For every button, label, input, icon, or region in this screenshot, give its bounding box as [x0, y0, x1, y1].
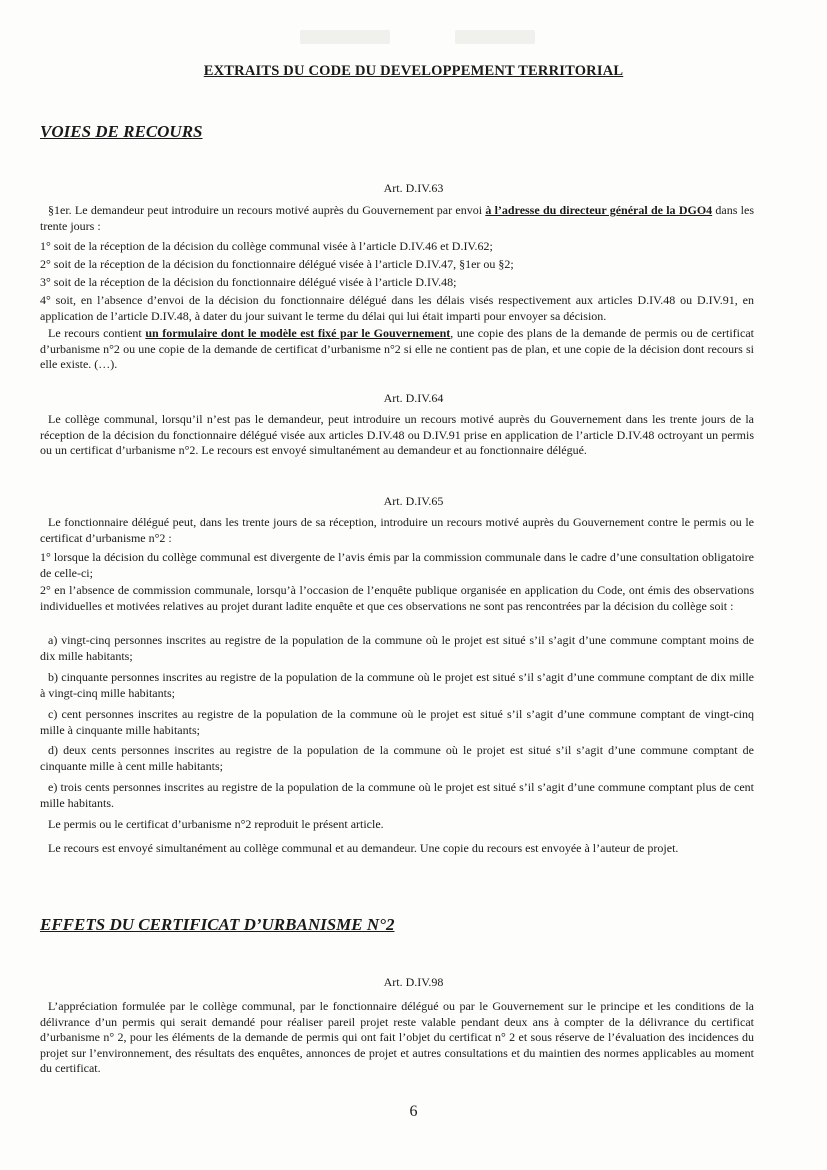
article-paragraph: L’appréciation formulée par le collège communal, par le fonctionnaire délégué ou par le Gouvernement sur le principe et les conditions de la délivrance d’un permis qui serait demandé pour réaliser pareil projet reste valable pendant deux ans à compter de la délivrance du certificat d’urbanisme n° 2, pour les éléments de la demande de permis qui ont fait l’objet du certificat n° 2 et sous réserve de l’évaluation des incidences du projet sur l’environnement, des résultats des enquêtes, annonces de projet et autres consultations et du maintien des normes applicables au moment du certificat. — [40, 999, 754, 1075]
list-item: c) cent personnes inscrites au registre de la population de la commune où le projet est situé s’il s’agit d’une commune comptant de vingt-cinq mille à cinquante mille habitants; — [40, 707, 754, 737]
list-item: 3° soit de la réception de la décision du fonctionnaire délégué visée à l’article D.IV.48; — [40, 275, 457, 289]
list-item: d) deux cents personnes inscrites au registre de la population de la commune où le projet est situé s’il s’agit d’une commune comptant de cinquante mille à cent mille habitants; — [40, 743, 754, 773]
emphasized-text: à l’adresse du directeur général de la DGO4 — [485, 203, 713, 217]
section-heading-voies-de-recours: VOIES DE RECOURS — [40, 122, 203, 141]
paragraph-text: dans les trente jours : — [40, 203, 755, 233]
scan-artifact — [300, 30, 390, 44]
article-paragraph: Le fonctionnaire délégué peut, dans les trente jours de sa réception, introduire un recours motivé auprès du Gouvernement contre le permis ou le certificat d’urbanisme n°2 : — [40, 515, 754, 545]
list-item: b) cinquante personnes inscrites au registre de la population de la commune où le projet est situé s’il s’agit d’une commune comptant de dix mille à vingt-cinq mille habitants; — [40, 670, 754, 700]
list-item: a) vingt-cinq personnes inscrites au registre de la population de la commune où le projet est situé s’il s’agit d’une commune comptant moins de dix mille habitants; — [40, 633, 754, 663]
article-paragraph: Le permis ou le certificat d’urbanisme n°2 reproduit le présent article. — [48, 817, 384, 831]
paragraph-text: §1er. Le demandeur peut introduire un recours motivé auprès du Gouvernement par envoi — [48, 203, 486, 217]
article-label: Art. D.IV.65 — [383, 494, 444, 508]
list-item: 2° soit de la réception de la décision du fonctionnaire délégué visée à l’article D.IV.47, §1er ou §2; — [40, 257, 514, 271]
page-number: 6 — [409, 1103, 418, 1120]
section-heading-effets: EFFETS DU CERTIFICAT D’URBANISME N°2 — [40, 915, 395, 934]
article-paragraph: Le recours est envoyé simultanément au collège communal et au demandeur. Une copie du recours est envoyée à l’auteur de projet. — [48, 841, 679, 855]
article-paragraph — [40, 326, 754, 373]
scan-artifact — [455, 30, 535, 44]
list-item: 1° lorsque la décision du collège communal est divergente de l’avis émis par la commission communale dans le cadre d’une consultation obligatoire de celle-ci; — [40, 550, 754, 580]
paragraph-text: , une copie des plans de la demande de permis ou de certificat d’urbanisme n°2 ou une copie de la demande de certificat d’urbanisme n°2 si elle ne contient pas de plan, et une copie de la décision dont recours si elle existe. (…). — [40, 326, 754, 371]
document-title: EXTRAITS DU CODE DU DEVELOPPEMENT TERRITORIAL — [203, 63, 624, 79]
article-paragraph: Le collège communal, lorsqu’il n’est pas le demandeur, peut introduire un recours motivé auprès du Gouvernement dans les trente jours de la réception de la décision du fonctionnaire délégué visée aux articles D.IV.48 ou D.IV.91 prise en application de l’article D.IV.48 octroyant un permis ou un certificat d’urbanisme n°2. Le recours est envoyé simultanément au demandeur et au fonctionnaire délégué. — [40, 412, 754, 457]
article-paragraph — [40, 203, 754, 234]
paragraph-text: Le recours contient — [48, 326, 146, 340]
article-label: Art. D.IV.64 — [383, 391, 444, 405]
list-item: e) trois cents personnes inscrites au registre de la population de la commune où le projet est situé s’il s’agit d’une commune comptant plus de cent mille habitants. — [40, 780, 754, 810]
article-label: Art. D.IV.98 — [383, 975, 444, 989]
list-item: 1° soit de la réception de la décision du collège communal visée à l’article D.IV.46 et D.IV.62; — [40, 239, 493, 253]
emphasized-text: un formulaire dont le modèle est fixé par le Gouvernement — [145, 326, 451, 340]
list-item: 2° en l’absence de commission communale, lorsqu’à l’occasion de l’enquête publique organisée en application du Code, ont émis des observations individuelles et motivées relatives au projet durant ladite enquête et que ces observations ne sont pas rencontrées par la décision du collège soit : — [40, 583, 754, 613]
article-label: Art. D.IV.63 — [383, 181, 444, 195]
list-item: 4° soit, en l’absence d’envoi de la décision du fonctionnaire délégué dans les délais visés respectivement aux articles D.IV.48 ou D.IV.91, en application de l’article D.IV.48, à dater du jour suivant le terme du délai qui lui était imparti pour envoyer sa décision. — [40, 293, 754, 323]
